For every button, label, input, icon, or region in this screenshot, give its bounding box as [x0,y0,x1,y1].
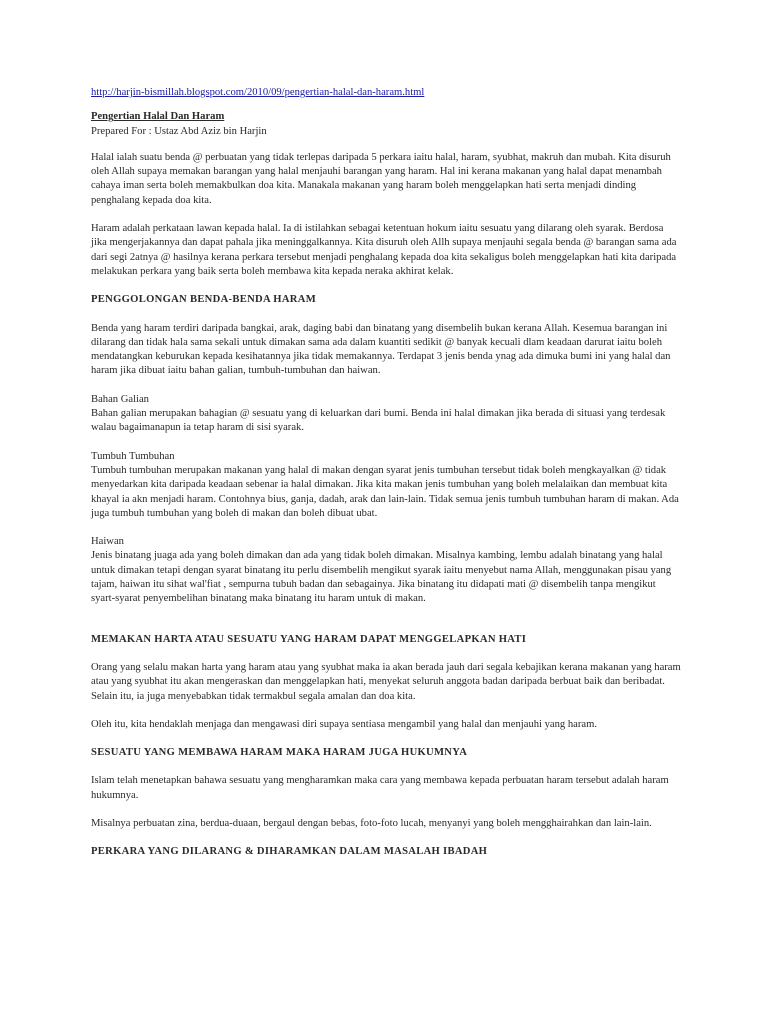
paragraph-halal-definition: Halal ialah suatu benda @ perbuatan yang tidak terlepas daripada 5 perkara iaitu halal, haram, syubhat, makruh dan mubah. Kita disuruh oleh Allah supaya memakan barangan yang halal menjauhi barangan yang haram. Hal ini kerana makanan yang halal dapat menambah cahaya iman serta boleh memakbulkan doa kita. Manakala makanan yang haram boleh menggelapkan hati serta menjadi dinding penghalang kepada doa kita. [91,151,671,206]
document-body [91,86,681,874]
heading-memakan-harta: MEMAKAN HARTA ATAU SESUATU YANG HARAM DAPAT MENGGELAPKAN HATI [91,633,527,645]
paragraph-menggelapkan-hati: Orang yang selalu makan harta yang haram atau yang syubhat maka ia akan berada jauh dari segala kebajikan kerana makanan yang haram atau yang syubhat itu akan mengeraskan dan menggelapkan hati, menyekat seluruh anggota badan daripada berbuat baik dan beribadat. Selain itu, ia juga menyebabkan tidak termakbul segala amalan dan doa kita. [91,661,681,702]
document-title: Pengertian Halal Dan Haram [91,111,225,123]
paragraph-bahan-galian: Bahan galian merupakan bahagian @ sesuatu yang di keluarkan dari bumi. Benda ini halal dimakan jika berada di situasi yang terdesak walau bagaimanapun ia tetap haram di sisi syarak. [91,408,666,434]
paragraph-tumbuh-tumbuhan: Tumbuh tumbuhan merupakan makanan yang halal di makan dengan syarat jenis tumbuhan tersebut tidak boleh mengkayalkan @ tidak menyedarkan kita daripada keadaan sebenar ia halal dimakan. Jika kita makan jenis tumbuhan yang boleh melalaikan dan membuat kita khayal ia akn menjadi haram. Contohnya bius, ganja, dadah, arak dan lain-lain. Tidak semua jenis tumbuh tumbuhan haram di makan. Ada juga tumbuh tumbuhan yang boleh di makan dan boleh dibuat ubat. [91,464,679,519]
paragraph-menjaga-diri: Oleh itu, kita hendaklah menjaga dan mengawasi diri supaya sentiasa mengambil yang halal dan menjauhi yang haram. [91,718,597,730]
source-link[interactable]: http://harjin-bismillah.blogspot.com/2010/09/pengertian-halal-dan-haram.html [91,87,425,98]
paragraph-haram-definition: Haram adalah perkataan lawan kepada halal. Ia di istilahkan sebagai ketentuan hokum iaitu sesuatu yang dilarang oleh syarak. Berdosa jika mengerjakannya dan dapat pahala jika meninggalkannya. Kita disuruh oleh Allh supaya menjauhi segala benda @ barangan sama ada dari segi 2atnya @ hasilnya kerana perkara tersebut menjadi penghalang kepada doa kita sekaligus boleh menggelapkan hati kita daripada melakukan perkara yang baik serta boleh membawa kita kepada neraka akhirat kelak. [91,223,677,277]
heading-masalah-ibadah: PERKARA YANG DILARANG & DIHARAMKAN DALAM MASALAH IBADAH [91,846,488,858]
prepared-for-line: Prepared For : Ustaz Abd Aziz bin Harjin [91,125,267,137]
heading-penggolongan: PENGGOLONGAN BENDA-BENDA HARAM [91,294,317,306]
heading-membawa-haram: SESUATU YANG MEMBAWA HARAM MAKA HARAM JUGA HUKUMNYA [91,747,468,759]
subheading-haiwan: Haiwan [91,536,124,548]
paragraph-islam-menetapkan: Islam telah menetapkan bahawa sesuatu yang mengharamkan maka cara yang membawa kepada perbuatan haram tersebut adalah haram hukumnya. [91,775,669,801]
subheading-tumbuh-tumbuhan: Tumbuh Tumbuhan [91,450,175,462]
paragraph-benda-haram: Benda yang haram terdiri daripada bangkai, arak, daging babi dan binatang yang disembelih bukan kerana Allah. Kesemua barangan ini dilarang dan tidak hala sama sekali untuk dimakan sama ada dalam kuantiti sedikit @ banyak kecuali dlam keadaan darurat iaitu boleh mendatangkan keburukan kepada kesihatannya jika tidak memakannya. Terdapat 3 jenis benda ynag ada dimuka bumi ini yang halal dan haram jika dibuat iaitu bahan galian, tumbuh-tumbuhan dan haiwan. [91,322,671,377]
subheading-bahan-galian: Bahan Galian [91,393,149,405]
paragraph-haiwan: Jenis binatang juaga ada yang boleh dimakan dan ada yang tidak boleh dimakan. Misalnya kambing, lembu adalah binatang yang halal untuk dimakan tetapi dengan syarat binatang itu perlu disembelih mengikut syarak iaitu menyebut nama Allah, menggunakan pisau yang tajam, haiwan itu sihat wal'fiat , sempurna tubuh badan dan sebagainya. Jika binatang itu didapati mati @ disembelih tanpa mengikut syart-syarat penyembelihan binatang maka binatang itu haram untuk di makan. [91,550,672,605]
paragraph-misalnya: Misalnya perbuatan zina, berdua-duaan, bergaul dengan bebas, foto-foto lucah, menyanyi yang boleh mengghairahkan dan lain-lain. [91,817,652,829]
